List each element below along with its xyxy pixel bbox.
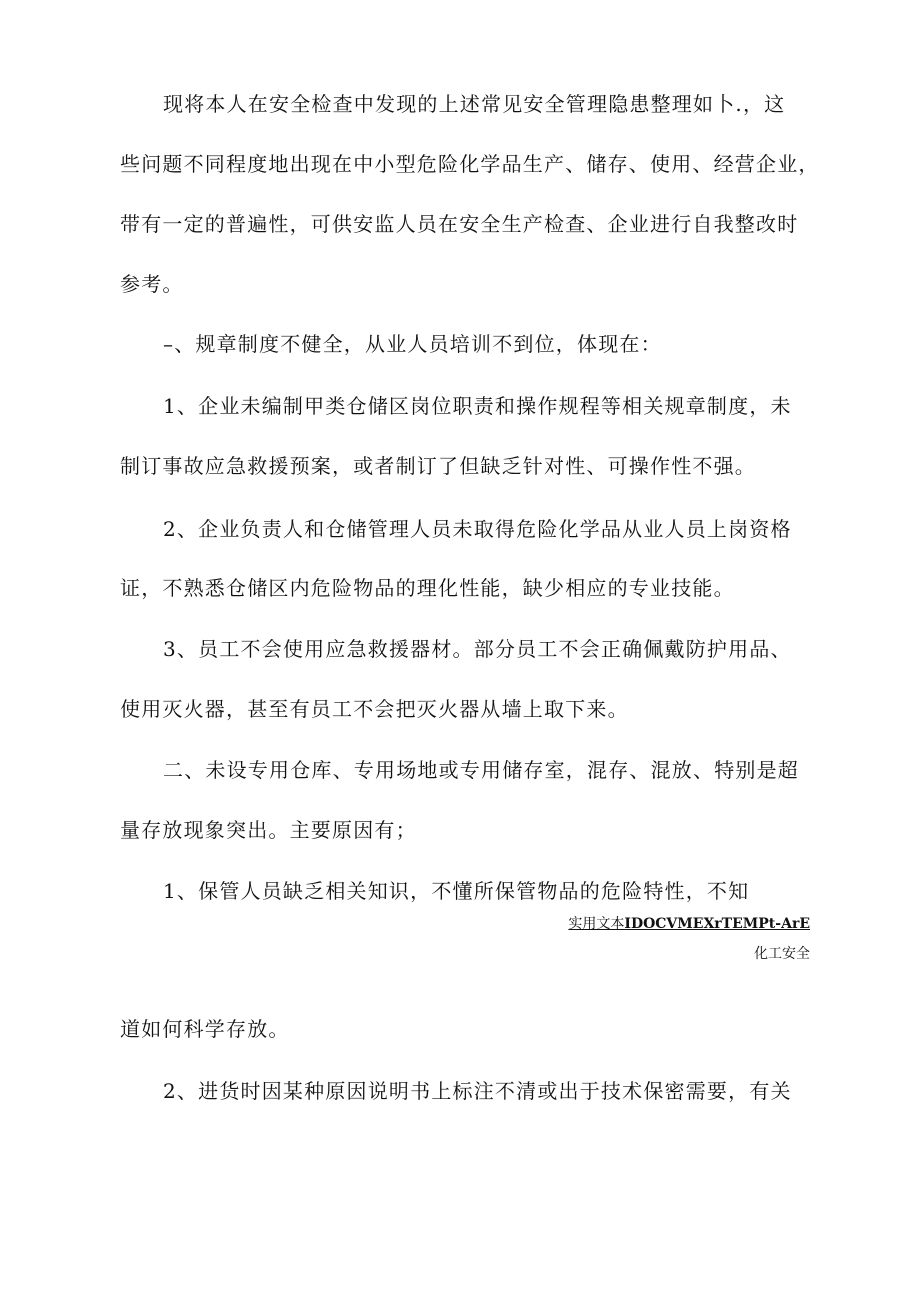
s1-item1-line-1: 1、企业未编制甲类仓储区岗位职责和操作规程等相关规章制度，未 <box>163 394 792 418</box>
footer-ref-prefix: 实用文本 <box>568 916 625 932</box>
s1-item3-line-2: 使用灭火器，甚至有员工不会把灭火器从墙上取下来。 <box>120 697 629 721</box>
s2-item2-line-1: 2、进货时因某种原因说明书上标注不清或出于技术保密需要，有关 <box>163 1079 792 1103</box>
s2-item1-line-2: 道如何科学存放。 <box>120 1017 290 1041</box>
footer-category: 化工安全 <box>754 946 810 962</box>
footer-document-reference <box>568 913 810 933</box>
intro-line-3: 带有一定的普遍性，可供安监人员在安全生产检查、企业进行自我整改时 <box>120 212 799 236</box>
s1-item3-line-1: 3、员工不会使用应急救援器材。部分员工不会正确佩戴防护用品、 <box>163 637 792 661</box>
intro-line-4: 参考。 <box>120 272 184 296</box>
section2-heading-line-2: 量存放现象突出。主要原因有； <box>120 818 417 842</box>
s1-item2-line-2: 证，不熟悉仓储区内危险物品的理化性能，缺少相应的专业技能。 <box>120 576 735 600</box>
s1-item2-line-1: 2、企业负责人和仓储管理人员未取得危险化学品从业人员上岗资格 <box>163 517 792 541</box>
s2-item1-line-1: 1、保管人员缺乏相关知识，不懂所保管物品的危险特性，不知 <box>163 879 750 903</box>
section2-heading-line-1: 二、未设专用仓库、专用场地或专用储存室，混存、混放、特别是超 <box>163 758 799 782</box>
s1-item1-line-2: 制订事故应急救援预案，或者制订了但缺乏针对性、可操作性不强。 <box>120 454 756 478</box>
intro-line-1: 现将本人在安全检查中发现的上述常见安全管理隐患整理如卜.，这 <box>163 92 786 116</box>
intro-line-2: 些问题不同程度地出现在中小型危险化学品生产、储存、使用、经营企业， <box>120 152 820 176</box>
footer-ref-code: IDOCVMEXrTEMPt-ArE <box>624 916 810 932</box>
section1-heading: –、规章制度不健全，从业人员培训不到位，体现在： <box>163 332 662 356</box>
